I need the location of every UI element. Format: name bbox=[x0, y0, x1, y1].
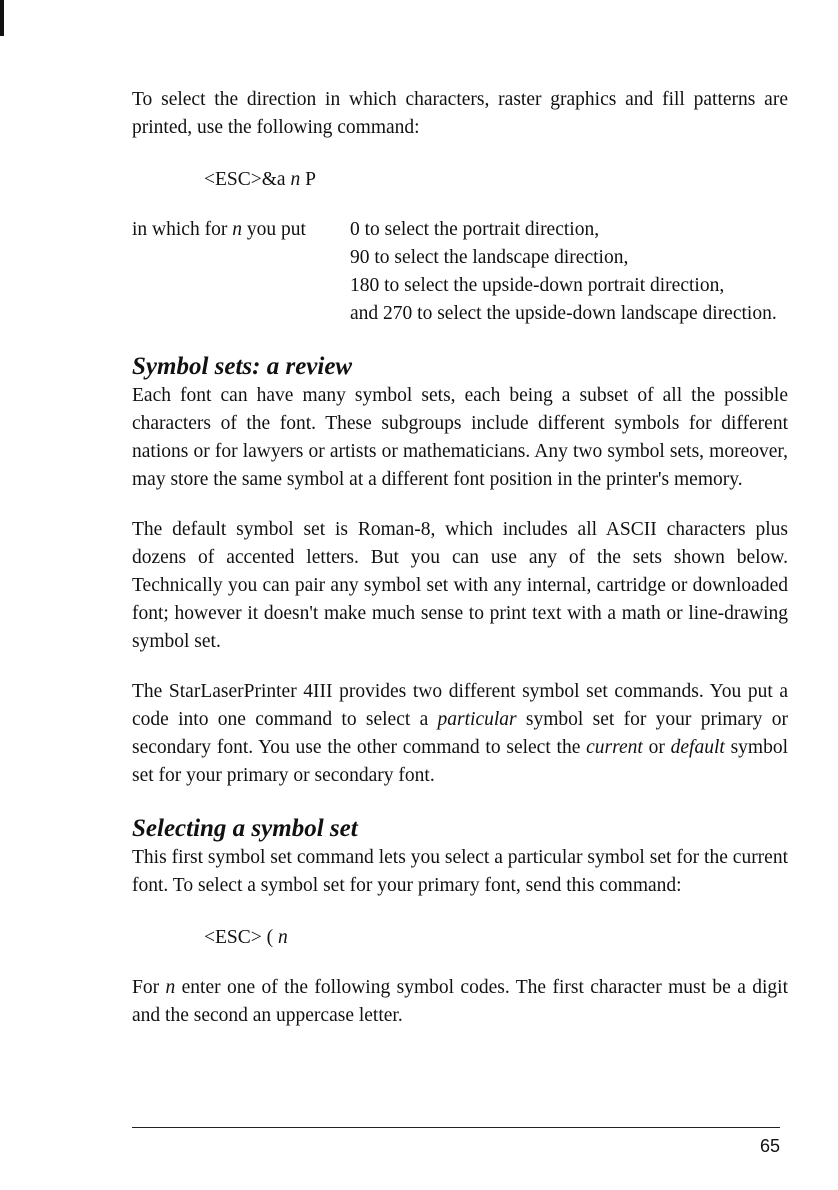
heading-selecting-symbol-set: Selecting a symbol set bbox=[132, 815, 358, 842]
footer-rule bbox=[132, 1127, 780, 1128]
text-run: symbol set for your primary or secondary font. You use the other command to select the bbox=[132, 709, 788, 758]
text-run: For bbox=[132, 977, 166, 998]
scan-edge-mark bbox=[0, 0, 4, 36]
paragraph-symbol-set-commands bbox=[132, 678, 788, 790]
lead-text: in which for bbox=[132, 219, 233, 240]
text-run: The StarLaserPrinter 4III provides two different symbol set commands. You put a code into one command to select a bbox=[132, 681, 788, 730]
command-param: n bbox=[278, 927, 288, 948]
page-number: 65 bbox=[759, 1136, 780, 1156]
option-item: 180 to select the upside-down portrait direction, bbox=[350, 275, 725, 296]
text-run: enter one of the following symbol codes. The first character must be a digit and the second an uppercase letter. bbox=[132, 977, 788, 1026]
paragraph-symbol-sets-intro: Each font can have many symbol sets, each being a subset of all the possible characters of the font. These subgroups include different symbols for different nations or for lawyers or artists or mathematicians. Any two symbol sets, moreover, may store the same symbol at a different font position in the printer's memory. bbox=[132, 385, 788, 490]
text-run: symbol set for your primary or secondary font. bbox=[132, 737, 788, 786]
orientation-options bbox=[132, 216, 788, 328]
command-param: n bbox=[290, 169, 301, 190]
option-item: 90 to select the landscape direction, bbox=[350, 247, 629, 268]
lead-param: n bbox=[232, 219, 242, 240]
option-item: and 270 to select the upside-down landscape direction. bbox=[350, 303, 777, 324]
lead-text-end: you put bbox=[241, 219, 306, 240]
param-n: n bbox=[165, 977, 176, 998]
emphasis-default: default bbox=[670, 737, 725, 758]
text-run: or bbox=[642, 737, 671, 758]
intro-paragraph: To select the direction in which characters, raster graphics and fill patterns are printed, use the following command: bbox=[132, 89, 788, 138]
symbol-set-command bbox=[204, 924, 788, 952]
command-prefix: <ESC>&a bbox=[204, 169, 291, 190]
command-suffix: P bbox=[300, 169, 316, 190]
page-body bbox=[132, 86, 788, 1030]
option-item: 0 to select the portrait direction, bbox=[350, 219, 600, 240]
options-lead bbox=[132, 216, 350, 328]
emphasis-particular: particular bbox=[437, 709, 517, 730]
paragraph-select-symbol-set: This first symbol set command lets you select a particular symbol set for the current font. To select a symbol set for your primary font, send this command: bbox=[132, 847, 788, 896]
command-prefix: <ESC> ( bbox=[204, 927, 279, 948]
orientation-command bbox=[204, 166, 788, 194]
heading-symbol-sets-review: Symbol sets: a review bbox=[132, 353, 353, 380]
emphasis-current: current bbox=[586, 737, 643, 758]
paragraph-symbol-codes bbox=[132, 974, 788, 1030]
options-list bbox=[350, 216, 788, 328]
paragraph-default-symbol-set: The default symbol set is Roman-8, which includes all ASCII characters plus dozens of accented letters. But you can use any of the sets shown below. Technically you can pair any symbol set with any internal, cartridge or downloaded font; however it doesn't make much sense to print text with a math or line-drawing symbol set. bbox=[132, 519, 788, 652]
